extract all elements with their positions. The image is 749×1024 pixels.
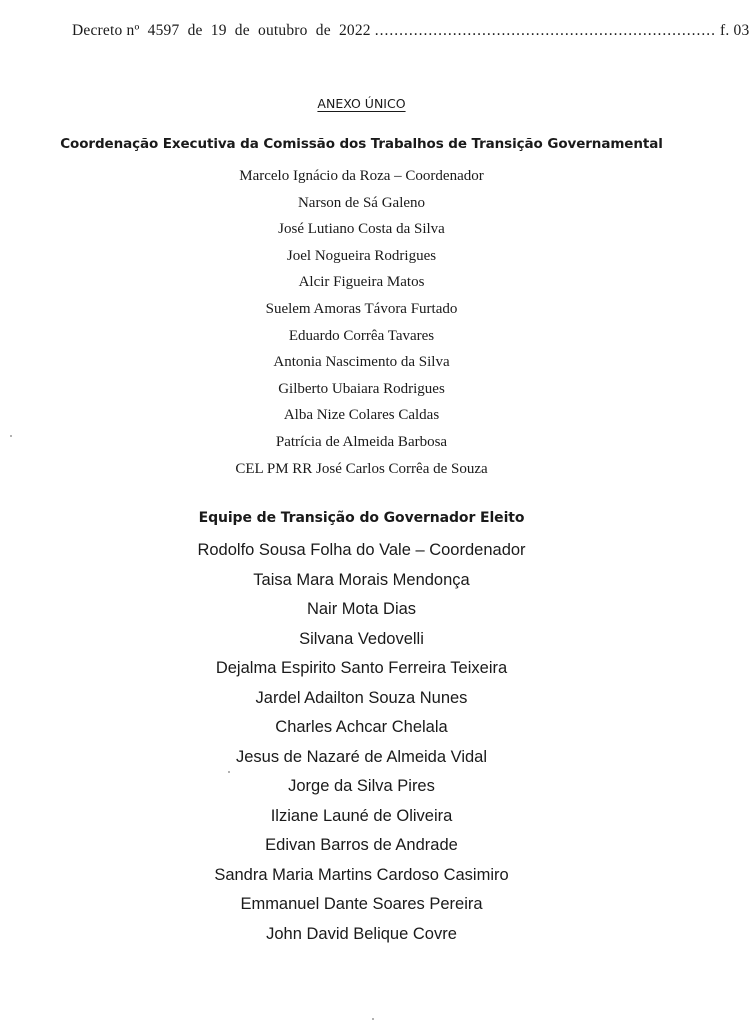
transition-team-member-list [0, 536, 723, 949]
executive-coordination-member-list [0, 163, 723, 482]
member-name: CEL PM RR José Carlos Corrêa de Souza [235, 460, 488, 477]
folio-number: f. 03 [720, 22, 749, 39]
scan-speck [10, 435, 12, 437]
member-name: Marcelo Ignácio da Roza – Coordenador [239, 168, 484, 184]
member-name: Jesus de Nazaré de Almeida Vidal [235, 747, 487, 766]
member-name: Alcir Figueira Matos [298, 274, 425, 291]
member-name: Taisa Mara Morais Mendonça [253, 570, 470, 589]
member-name: José Lutiano Costa da Silva [278, 221, 445, 238]
member-name: Rodolfo Sousa Folha do Vale – Coordenador [197, 541, 526, 559]
member-name: Joel Nogueira Rodrigues [286, 247, 437, 264]
member-name: Ilziane Launé de Oliveira [270, 806, 453, 825]
page-header [72, 22, 749, 46]
member-name: Suelem Amoras Távora Furtado [265, 300, 458, 317]
member-name: Jorge da Silva Pires [288, 777, 435, 795]
member-name: Emmanuel Dante Soares Pereira [240, 895, 483, 913]
leader-dots: ...................................................................... [374, 22, 716, 39]
member-name: Eduardo Corrêa Tavares [288, 327, 435, 344]
member-name: Edivan Barros de Andrade [265, 836, 458, 854]
member-name: Gilberto Ubaiara Rodrigues [278, 380, 445, 397]
member-name: John David Belique Covre [266, 924, 457, 943]
scan-speck [228, 771, 230, 773]
scan-speck [372, 1018, 374, 1020]
member-name: Nair Mota Dias [306, 600, 417, 618]
member-name: Silvana Vedovelli [299, 629, 424, 648]
section-title-transition-team: Equipe de Transição do Governador Eleito [198, 510, 525, 526]
member-name: Patrícia de Almeida Barbosa [275, 433, 448, 450]
section-title-executive-coordination: Coordenação Executiva da Comissão dos Trabalhos de Transição Governamental [60, 136, 663, 152]
annex-title: ANEXO ÚNICO [317, 96, 406, 111]
member-name: Alba Nize Colares Caldas [283, 407, 440, 424]
member-name: Sandra Maria Martins Cardoso Casimiro [214, 865, 509, 884]
decree-reference: Decreto nº 4597 de 19 de outubro de 2022 [72, 22, 371, 39]
member-name: Dejalma Espirito Santo Ferreira Teixeira [215, 659, 508, 677]
member-name: Jardel Adailton Souza Nunes [255, 688, 468, 707]
member-name: Antonia Nascimento da Silva [273, 354, 450, 371]
member-name: Narson de Sá Galeno [297, 194, 426, 211]
member-name: Charles Achcar Chelala [275, 718, 448, 736]
